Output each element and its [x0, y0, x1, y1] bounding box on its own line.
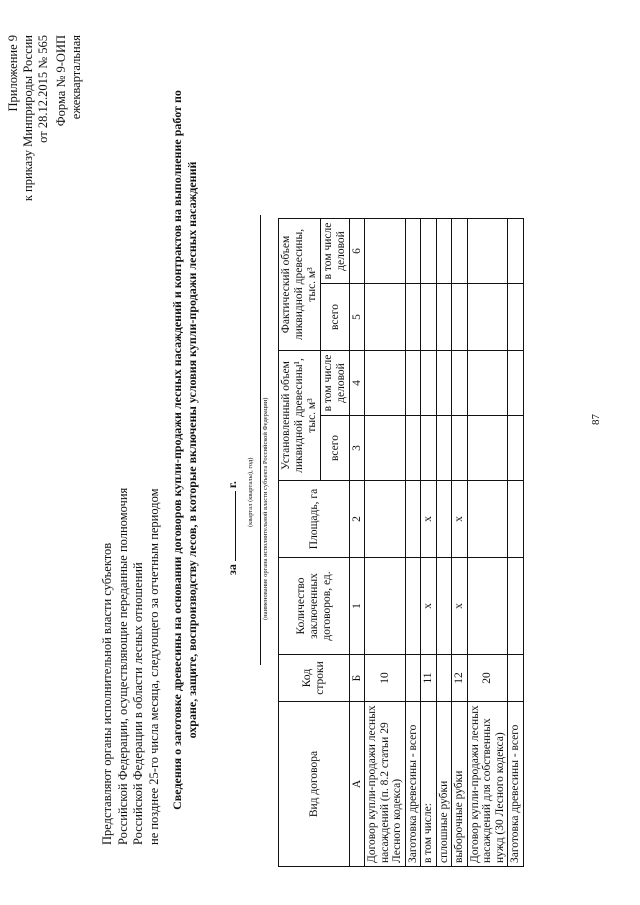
header-act-business: в том числе деловой: [321, 219, 350, 284]
period-blank-field[interactable]: [224, 491, 236, 561]
cell-act-business[interactable]: [452, 219, 468, 284]
submitters-line: Российской Федерации, осуществляющие переданные полномочия: [115, 487, 130, 845]
header-contract-type: Вид договора: [279, 702, 350, 867]
row-code[interactable]: 11: [421, 655, 437, 702]
cell-est-total[interactable]: [452, 416, 468, 481]
table-row: [405, 219, 421, 867]
cell-count[interactable]: [436, 558, 452, 655]
cell-est-business[interactable]: [467, 351, 508, 416]
cell-act-total[interactable]: [467, 284, 508, 351]
form-line: ежеквартальная: [69, 35, 83, 120]
cell-est-total[interactable]: [365, 416, 406, 481]
submitters-line: не позднее 25-го числа месяца, следующего за отчетным периодом: [146, 488, 161, 845]
cell-est-business[interactable]: [436, 351, 452, 416]
title-line: Сведения о заготовке древесины на основании договоров купли-продажи лесных насаждений и контрактов на выполнение работ по: [170, 90, 184, 810]
header-established-volume: Установленный объем ликвидной древесины¹, тыс. м³: [279, 351, 321, 481]
submitters-note: [100, 425, 162, 845]
header-est-total: всего: [321, 416, 350, 481]
cell-est-total[interactable]: [508, 416, 524, 481]
submitters-line: Представляют органы исполнительной власти субъектов: [100, 542, 114, 845]
page-number: 87: [590, 414, 602, 425]
row-label: Заготовка древесины - всего: [508, 702, 524, 867]
cell-count[interactable]: х: [452, 558, 468, 655]
cell-act-business[interactable]: [467, 219, 508, 284]
cell-area[interactable]: [508, 481, 524, 558]
cell-count[interactable]: [365, 558, 406, 655]
column-code: 5: [350, 284, 365, 351]
form-number: [54, 35, 84, 126]
cell-act-total[interactable]: [436, 284, 452, 351]
cell-count[interactable]: [467, 558, 508, 655]
cell-act-business[interactable]: [436, 219, 452, 284]
cell-act-business[interactable]: [365, 219, 406, 284]
column-code: 2: [350, 481, 365, 558]
cell-count[interactable]: [508, 558, 524, 655]
column-code: 4: [350, 351, 365, 416]
table-row: [452, 219, 468, 867]
cell-count[interactable]: [405, 558, 421, 655]
column-code: А: [350, 702, 365, 867]
period-caption: (квартал (кварталы), год): [247, 457, 254, 527]
row-label: сплошные рубки: [436, 702, 452, 867]
cell-act-total[interactable]: [421, 284, 437, 351]
appendix-line: от 28.12.2015 № 565: [36, 35, 50, 143]
cell-est-business[interactable]: [365, 351, 406, 416]
row-label: Договор купли-продажи лесных насаждений (п. 8.2 статьи 29 Лесного кодекса): [365, 702, 406, 867]
column-code: 6: [350, 219, 365, 284]
column-code: 3: [350, 416, 365, 481]
period-prefix: за: [225, 564, 239, 575]
report-table: [278, 218, 524, 867]
row-label: выборочные рубки: [452, 702, 468, 867]
row-code[interactable]: [405, 655, 421, 702]
cell-act-total[interactable]: [365, 284, 406, 351]
cell-area[interactable]: х: [421, 481, 437, 558]
table-row: [365, 219, 406, 867]
row-label: Заготовка древесины - всего: [405, 702, 421, 867]
appendix-line: к приказу Минприроды России: [21, 35, 35, 202]
org-caption: (наименование органа исполнительной власти субъекта Российской Федерации): [262, 397, 269, 620]
cell-act-total[interactable]: [508, 284, 524, 351]
cell-est-total[interactable]: [467, 416, 508, 481]
header-row: [279, 219, 321, 867]
period-suffix: г.: [225, 481, 239, 489]
header-act-total: всего: [321, 284, 350, 351]
header-row-code: Код строки: [279, 655, 350, 702]
row-code[interactable]: 10: [365, 655, 406, 702]
appendix-line: Приложение 9: [6, 35, 20, 112]
cell-est-total[interactable]: [421, 416, 437, 481]
cell-act-business[interactable]: [421, 219, 437, 284]
row-label: в том числе:: [421, 702, 437, 867]
table-body: [365, 219, 524, 867]
table-row: [436, 219, 452, 867]
cell-est-business[interactable]: [421, 351, 437, 416]
row-code[interactable]: [508, 655, 524, 702]
table-row: [421, 219, 437, 867]
title-line: охране, защите, воспроизводству лесов, в которые включены условия купли-продажи лесных насаждений: [185, 161, 199, 739]
table-row: [467, 219, 508, 867]
cell-area[interactable]: [436, 481, 452, 558]
org-name-line[interactable]: [260, 215, 261, 665]
header-est-business: в том числе деловой: [321, 351, 350, 416]
column-codes-row: [350, 219, 365, 867]
cell-area[interactable]: [405, 481, 421, 558]
cell-area[interactable]: [365, 481, 406, 558]
cell-area[interactable]: х: [452, 481, 468, 558]
column-code: Б: [350, 655, 365, 702]
cell-act-business[interactable]: [508, 219, 524, 284]
header-area: Площадь, га: [279, 481, 350, 558]
cell-est-business[interactable]: [405, 351, 421, 416]
header-actual-volume: Фактический объем ликвидной древесины, тыс. м³: [279, 219, 321, 351]
row-code[interactable]: 20: [467, 655, 508, 702]
cell-est-total[interactable]: [436, 416, 452, 481]
row-code[interactable]: 12: [452, 655, 468, 702]
cell-area[interactable]: [467, 481, 508, 558]
cell-act-total[interactable]: [452, 284, 468, 351]
row-label: Договор купли-продажи лесных насаждений для собственных нужд (30 Лесного кодекса): [467, 702, 508, 867]
cell-count[interactable]: х: [421, 558, 437, 655]
cell-act-total[interactable]: [405, 284, 421, 351]
cell-est-business[interactable]: [452, 351, 468, 416]
cell-act-business[interactable]: [405, 219, 421, 284]
reporting-period: [224, 481, 240, 575]
header-count: Количество заключенных договоров, ед.: [279, 558, 350, 655]
submitters-line: Российской Федерации в области лесных отношений: [131, 562, 145, 845]
row-code[interactable]: [436, 655, 452, 702]
table-row: [508, 219, 524, 867]
cell-est-business[interactable]: [508, 351, 524, 416]
document-title: [170, 50, 200, 850]
column-code: 1: [350, 558, 365, 655]
cell-est-total[interactable]: [405, 416, 421, 481]
appendix-reference: [6, 35, 51, 201]
form-line: Форма № 9-ОИП: [54, 35, 68, 127]
